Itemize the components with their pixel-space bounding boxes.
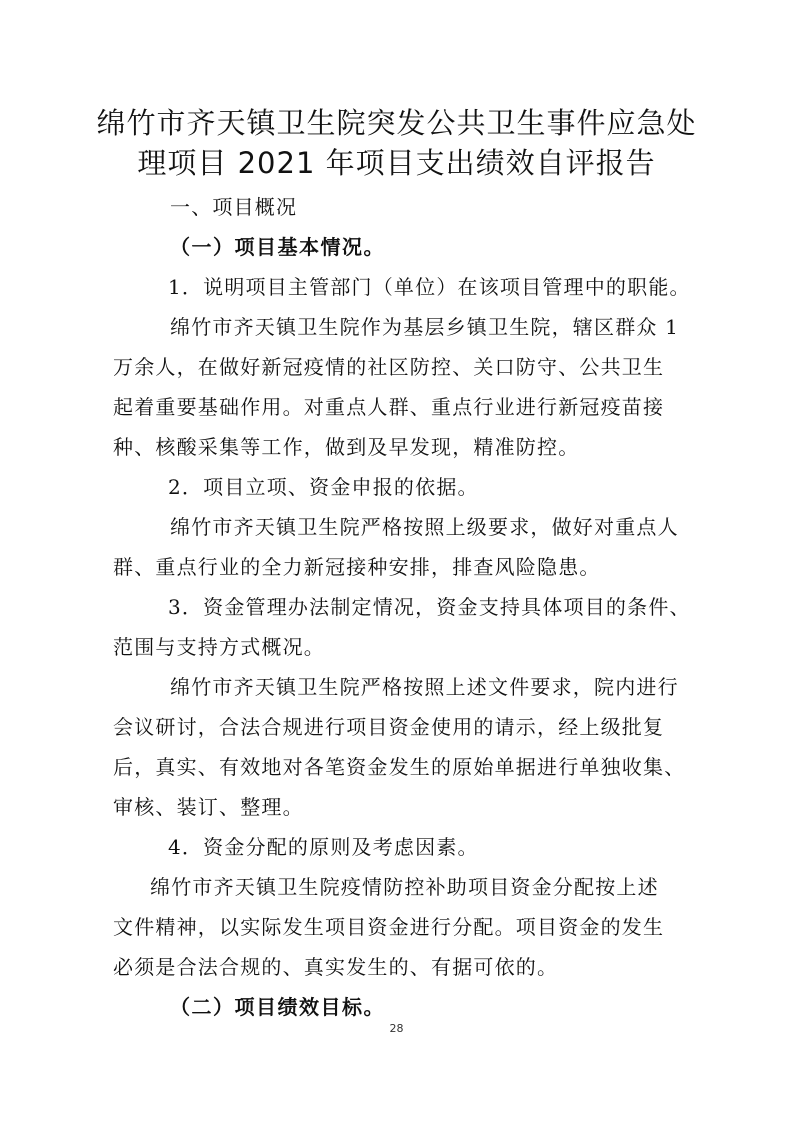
section-heading-overview: 一、项目概况 [170, 195, 298, 219]
subsection-heading-basic-info: （一）项目基本情况。 [170, 235, 385, 259]
item-3-heading: 3．资金管理办法制定情况，资金支持具体项目的条件、 [168, 595, 691, 619]
item-3-heading: 范围与支持方式概况。 [113, 635, 325, 659]
item-3-paragraph-line: 会议研讨，合法合规进行项目资金使用的请示，经上级批复 [113, 715, 665, 739]
item-3-paragraph-line: 后，真实、有效地对各笔资金发生的原始单据进行单独收集、 [113, 755, 686, 779]
page-number: 28 [389, 1022, 404, 1035]
item-1-paragraph-line: 万余人，在做好新冠疫情的社区防控、关口防守、公共卫生 [113, 355, 665, 379]
item-4-heading: 4．资金分配的原则及考虑因素。 [168, 835, 479, 859]
item-1-paragraph-line: 种、核酸采集等工作，做到及早发现，精准防控。 [113, 435, 580, 459]
document-title-line-2: 理项目 2021 年项目支出绩效自评报告 [137, 146, 656, 180]
item-2-paragraph-line: 群、重点行业的全力新冠接种安排，排查风险隐患。 [113, 555, 601, 579]
item-1-heading: 1．说明项目主管部门（单位）在该项目管理中的职能。 [168, 275, 691, 299]
document-title-line-1: 绵竹市齐天镇卫生院突发公共卫生事件应急处 [96, 106, 697, 140]
item-4-paragraph-line: 文件精神，以实际发生项目资金进行分配。项目资金的发生 [113, 915, 665, 939]
item-2-paragraph-line: 绵竹市齐天镇卫生院严格按照上级要求，做好对重点人 [170, 515, 679, 539]
item-4-paragraph-line: 必须是合法合规的、真实发生的、有据可依的。 [113, 955, 559, 979]
item-1-paragraph-line: 绵竹市齐天镇卫生院作为基层乡镇卫生院，辖区群众 1 [170, 315, 680, 339]
item-2-heading: 2．项目立项、资金申报的依据。 [168, 475, 479, 499]
item-3-paragraph-line: 审核、装订、整理。 [113, 795, 304, 819]
item-3-paragraph-line: 绵竹市齐天镇卫生院严格按照上述文件要求，院内进行 [170, 675, 679, 699]
item-1-paragraph-line: 起着重要基础作用。对重点人群、重点行业进行新冠疫苗接 [113, 395, 665, 419]
item-4-paragraph-line: 绵竹市齐天镇卫生院疫情防控补助项目资金分配按上述 [150, 875, 659, 899]
subsection-heading-performance-goals: （二）项目绩效目标。 [170, 995, 385, 1019]
